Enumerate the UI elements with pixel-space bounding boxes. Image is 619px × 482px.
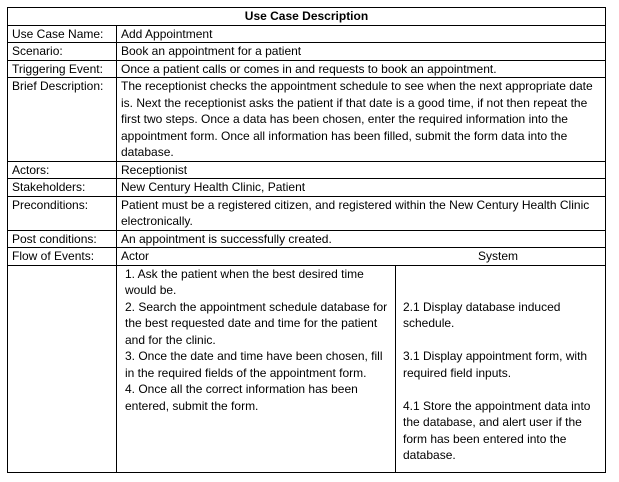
flow-header-cell [117, 248, 606, 266]
row-value: Patient must be a registered citizen, and registered within the New Century Health Clinic electronically. [117, 196, 606, 230]
system-step: 3.1 Display appointment form, with required field inputs. [403, 349, 588, 380]
flow-header-row [8, 248, 606, 266]
row-label: Use Case Name: [8, 25, 117, 43]
row-value: An appointment is successfully created. [117, 230, 606, 248]
row-label: Flow of Events: [8, 248, 117, 266]
row-label: Actors: [8, 161, 117, 179]
actor-header: Actor [121, 249, 150, 263]
row-label: Stakeholders: [8, 179, 117, 197]
row-label: Triggering Event: [8, 60, 117, 78]
use-case-name-row [8, 25, 606, 43]
actor-step: 4. Once all the correct information has been entered, submit the form. [125, 382, 358, 413]
scenario-row [8, 43, 606, 61]
row-value: Add Appointment [117, 25, 606, 43]
row-label: Brief Description: [8, 78, 117, 162]
flow-steps-cell [117, 265, 606, 472]
row-value: Receptionist [117, 161, 606, 179]
flow-empty-cell [8, 265, 117, 472]
flow-steps-row [8, 265, 606, 472]
actor-steps [121, 266, 395, 472]
actor-step: 1. Ask the patient when the best desired time would be. [125, 266, 364, 297]
actor-step: 2. Search the appointment schedule database for the best requested date and time for the patient and for the clinic. [125, 299, 388, 347]
title-row [8, 8, 606, 26]
row-value: Once a patient calls or comes in and requests to book an appointment. [117, 60, 606, 78]
system-step: 4.1 Store the appointment data into the database, and alert user if the form has been entered into the database. [403, 398, 591, 462]
post-conditions-row [8, 230, 606, 248]
preconditions-row [8, 196, 606, 230]
row-value: New Century Health Clinic, Patient [117, 179, 606, 197]
row-label: Scenario: [8, 43, 117, 61]
system-steps [395, 266, 601, 472]
row-label: Post conditions: [8, 230, 117, 248]
actor-step: 3. Once the date and time have been chosen, fill in the required fields of the appointment form. [125, 349, 383, 380]
table-title: Use Case Description [8, 8, 606, 26]
use-case-table [7, 7, 606, 473]
row-value: The receptionist checks the appointment schedule to see when the next appropriate date is. Next the receptionist asks the patient if that date is a good time, if not then repeat the first two steps. Once a data has been chosen, enter the required information into the appointment form. Once all information has been filled, submit the form data into the database. [117, 78, 606, 162]
actors-row [8, 161, 606, 179]
row-value: Book an appointment for a patient [117, 43, 606, 61]
stakeholders-row [8, 179, 606, 197]
system-header: System [477, 249, 518, 263]
brief-description-row [8, 78, 606, 162]
row-label: Preconditions: [8, 196, 117, 230]
triggering-event-row [8, 60, 606, 78]
system-step: 2.1 Display database induced schedule. [403, 299, 561, 330]
